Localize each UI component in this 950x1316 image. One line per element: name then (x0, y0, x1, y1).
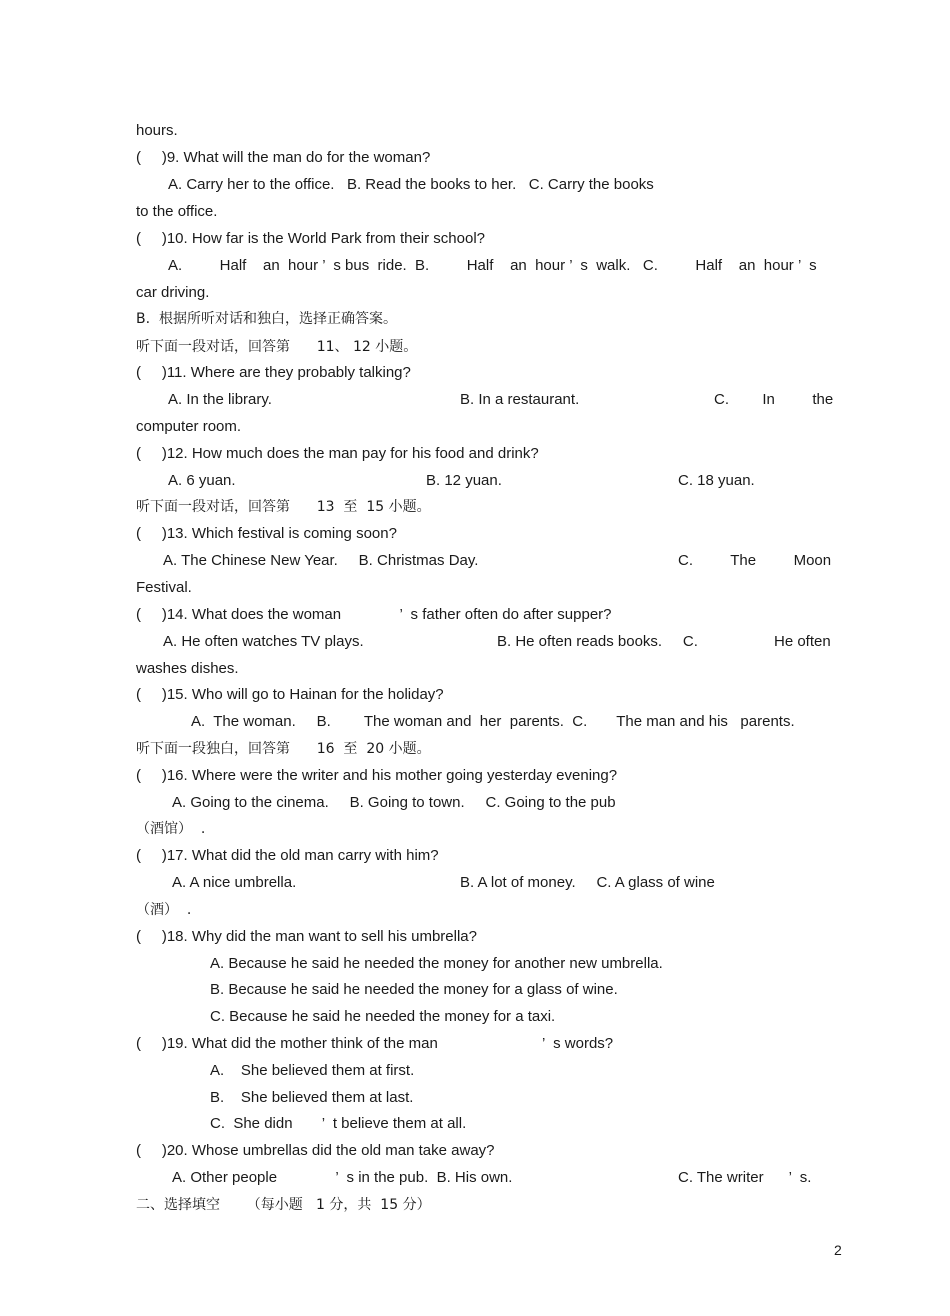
option-11b: B. In a restaurant. (460, 391, 580, 408)
options-15: A. The woman. B. The woman and her parents. C. The man and his parents. (191, 713, 795, 730)
line: （酒馆） . (136, 821, 206, 837)
option-14c-text: He often (774, 633, 831, 650)
question-10: ( )10. How far is the World Park from their school? (136, 230, 486, 247)
section-b-heading: B. 根据所听对话和独白，选择正确答案。 (136, 311, 397, 327)
option-18b: B. Because he said he needed the money for a glass of wine. (210, 981, 618, 998)
option-12c: C. 18 yuan. (678, 472, 755, 489)
question-20: ( )20. Whose umbrellas did the old man take away? (136, 1142, 495, 1159)
option-20c: C. The writer ’ s. (678, 1169, 812, 1186)
options-16: A. Going to the cinema. B. Going to town. C. Going to the pub (172, 794, 616, 811)
option-12a: A. 6 yuan. (168, 472, 236, 489)
option-18c: C. Because he said he needed the money for a taxi. (210, 1008, 556, 1025)
option-19a: A. She believed them at first. (210, 1062, 415, 1079)
options-17bc: B. A lot of money. C. A glass of wine (460, 874, 715, 891)
option-18a: A. Because he said he needed the money for another new umbrella. (210, 955, 663, 972)
option-11c: C. In the (714, 391, 834, 408)
question-12: ( )12. How much does the man pay for his food and drink? (136, 445, 539, 462)
option-13c: C. The Moon (678, 552, 832, 569)
monologue-instruction-16-20: 听下面一段独白，回答第 16 至 20 小题。 (136, 741, 431, 757)
question-19: ( )19. What did the mother think of the man ’ s words? (136, 1035, 614, 1052)
options-20ab: A. Other people ’ s in the pub. B. His own. (172, 1169, 513, 1186)
page-number: 2 (834, 1242, 842, 1258)
option-17a: A. A nice umbrella. (172, 874, 297, 891)
line: Festival. (136, 579, 192, 596)
line: washes dishes. (136, 660, 239, 677)
options-9: A. Carry her to the office. B. Read the books to her. C. Carry the books (168, 176, 654, 193)
option-14bc: B. He often reads books. C. (497, 633, 698, 650)
options-13ab: A. The Chinese New Year. B. Christmas Day. (163, 552, 479, 569)
options-10: A. Half an hour ’ s bus ride. B. Half an hour ’ s walk. C. Half an hour ’ s (168, 257, 817, 274)
question-11: ( )11. Where are they probably talking? (136, 364, 411, 381)
line: computer room. (136, 418, 242, 435)
dialogue-instruction-11-12: 听下面一段对话，回答第 11、 12 小题。 (136, 339, 418, 355)
option-14a: A. He often watches TV plays. (163, 633, 364, 650)
question-14: ( )14. What does the woman ’ s father often do after supper? (136, 606, 612, 623)
option-11a: A. In the library. (168, 391, 272, 408)
option-19b: B. She believed them at last. (210, 1089, 414, 1106)
line: to the office. (136, 203, 218, 220)
question-9: ( )9. What will the man do for the woman? (136, 149, 431, 166)
option-12b: B. 12 yuan. (426, 472, 502, 489)
section-2-heading: 二、选择填空 （每小题 1 分，共 15 分） (136, 1197, 431, 1213)
question-18: ( )18. Why did the man want to sell his umbrella? (136, 928, 477, 945)
question-15: ( )15. Who will go to Hainan for the holiday? (136, 686, 444, 703)
question-17: ( )17. What did the old man carry with him? (136, 847, 439, 864)
line: hours. (136, 122, 178, 139)
line: （酒） . (136, 902, 192, 918)
dialogue-instruction-13-15: 听下面一段对话，回答第 13 至 15 小题。 (136, 499, 431, 515)
question-16: ( )16. Where were the writer and his mother going yesterday evening? (136, 767, 618, 784)
question-13: ( )13. Which festival is coming soon? (136, 525, 397, 542)
line: car driving. (136, 284, 210, 301)
option-19c: C. She didn ’ t believe them at all. (210, 1115, 467, 1132)
